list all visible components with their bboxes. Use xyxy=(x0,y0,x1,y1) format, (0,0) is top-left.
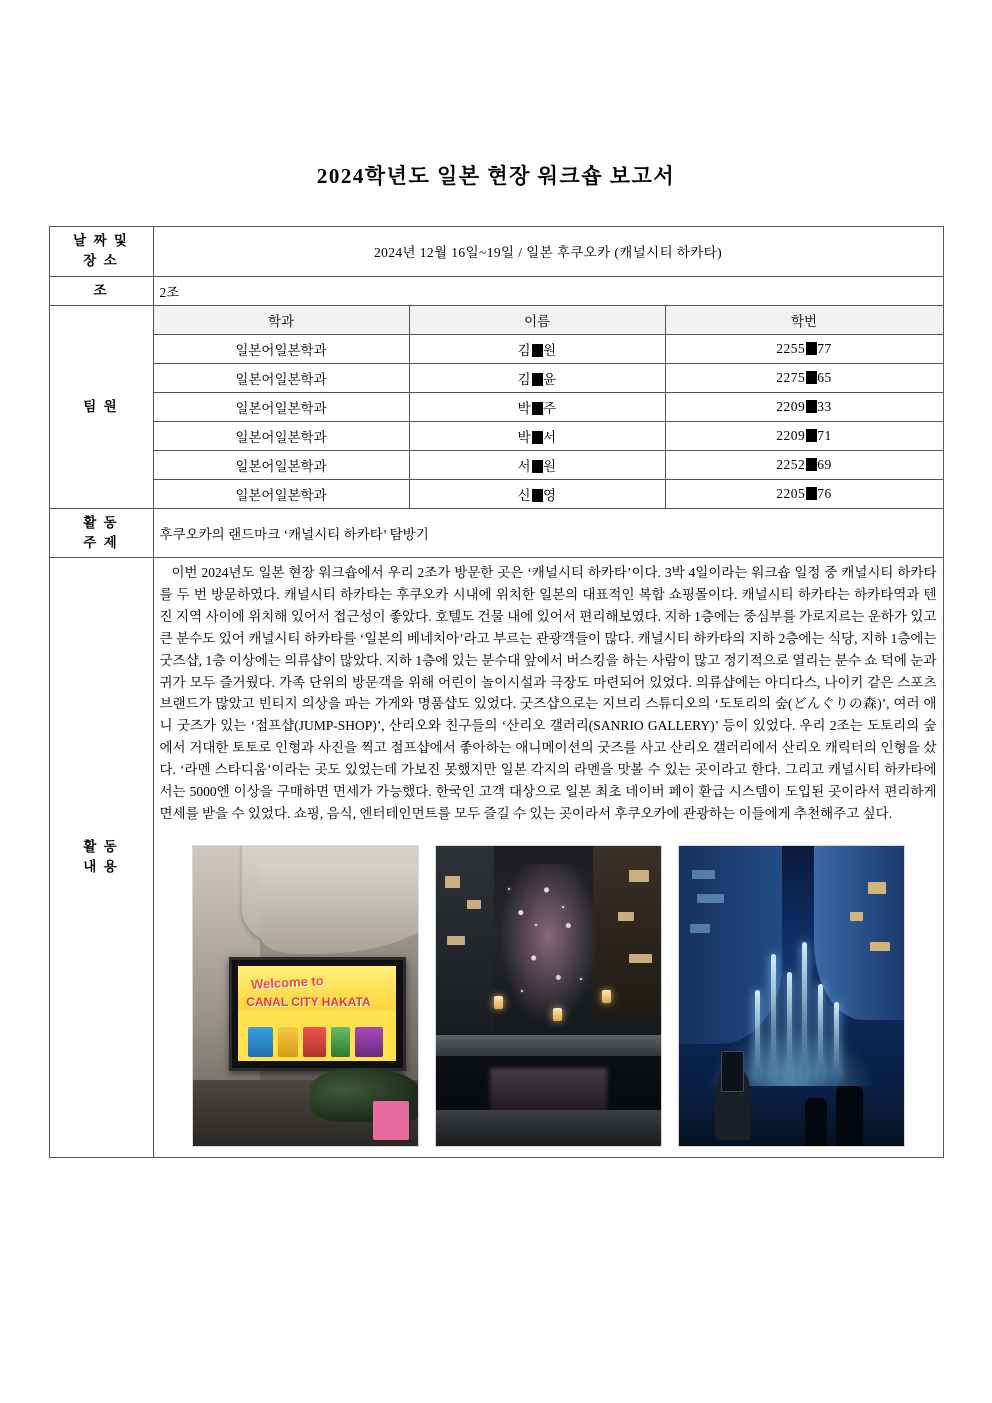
cell-content-value xyxy=(153,558,943,1157)
signboard-screen xyxy=(238,966,395,1061)
walkway xyxy=(436,1110,661,1146)
member-dept: 일본어일본학과 xyxy=(153,363,409,392)
light-sparkle xyxy=(521,990,523,992)
person-silhouette xyxy=(805,1098,828,1146)
lantern-light xyxy=(553,1008,562,1021)
photo-gallery xyxy=(160,845,937,1147)
member-dept: 일본어일본학과 xyxy=(153,421,409,450)
sign-graphic-block xyxy=(331,1027,350,1057)
signboard-frame xyxy=(229,957,406,1071)
lit-window xyxy=(445,876,461,888)
col-header-id: 학번 xyxy=(665,305,943,334)
sign-graphic-block xyxy=(278,1027,298,1057)
row-label-date-place: 날 짜 및 장 소 xyxy=(49,227,153,277)
member-name: 신 영 xyxy=(409,479,665,508)
redaction-block xyxy=(532,402,543,415)
illuminated-tree xyxy=(499,864,598,1026)
redaction-block xyxy=(806,487,817,500)
redaction-block xyxy=(532,373,543,386)
window-pane xyxy=(692,870,715,879)
page-title: 2024학년도 일본 현장 워크숍 보고서 xyxy=(316,164,676,188)
photo-canal-city-welcome-sign xyxy=(192,845,419,1147)
member-id: 2252 69 xyxy=(665,450,943,479)
lit-window xyxy=(629,954,652,963)
light-sparkle xyxy=(562,906,564,908)
member-id: 2209 71 xyxy=(665,421,943,450)
redaction-block xyxy=(532,431,543,444)
redaction-block xyxy=(806,342,817,355)
phone-silhouette xyxy=(721,1051,743,1092)
table-row-member xyxy=(49,479,943,508)
fountain-pool xyxy=(679,1086,904,1146)
redaction-block xyxy=(806,400,817,413)
table-row-team xyxy=(49,276,943,305)
member-name: 김 윤 xyxy=(409,363,665,392)
light-sparkle xyxy=(508,888,510,890)
lantern-light xyxy=(494,996,503,1009)
light-sparkle xyxy=(580,978,582,980)
member-dept: 일본어일본학과 xyxy=(153,479,409,508)
lit-window xyxy=(868,882,886,894)
cell-team-value: 2조 xyxy=(153,276,943,305)
lit-window xyxy=(618,912,634,921)
table-row-member xyxy=(49,392,943,421)
window-pane xyxy=(690,924,710,933)
row-label-team: 조 xyxy=(49,276,153,305)
row-label-topic: 활 동 주 제 xyxy=(49,508,153,558)
member-name: 서 원 xyxy=(409,450,665,479)
row-label-content: 활 동 내 용 xyxy=(49,558,153,1157)
table-row-member xyxy=(49,450,943,479)
redaction-block xyxy=(532,344,543,357)
table-row-member xyxy=(49,363,943,392)
member-id: 2209 33 xyxy=(665,392,943,421)
activity-content-text: 이번 2024년도 일본 현장 워크숍에서 우리 2조가 방문한 곳은 ‘캐널시티 하카타’이다. 3박 4일이라는 워크숍 일정 중 캐널시티 하카타를 두 번 방문하였다. 캐널시티 하카타는 후쿠오카 시내에 위치한 일본의 대표적인 복합 쇼핑몰이다. 캐널시티 하카타는 하카타역과 텐진 지역 사이에 위치해 있어서 접근성이 좋았다. 호텔도 건물 내에 있어서 편리해보였다. 지하 1층에는 중심부를 가로지르는 운하가 있고 큰 분수도 있어 캐널시티 하카타를 ‘일본의 베네치아’라고 부르는 관광객들이 많다. 캐널시티 하카타의 지하 2층에는 식당, 지하 1층에는 굿즈샵, 1층 이상에는 의류샵이 많았다. 지하 1층에 있는 분수대 앞에서 버스킹을 하는 사람이 많고 정기적으로 열리는 분수 쇼 덕에 눈과 귀가 모두 즐거웠다. 가족 단위의 방문객을 위해 어린이 놀이시설과 극장도 마련되어 있었다. 의류샵에는 아디다스, 나이키 같은 스포츠 브랜드가 많았고 빈티지 의상을 파는 가게와 명품샵도 있었다. 굿즈샵으로는 지브리 스튜디오의 ‘도토리의 숲(どんぐりの森)’, 여러 애니 굿즈가 있는 ‘점프샵(JUMP-SHOP)’, 산리오와 친구들의 ‘산리오 갤러리(SANRIO GALLERY)’ 등이 있었다. 우리 2조는 도토리의 숲에서 거대한 토토로 인형과 사진을 찍고 점프샵에서 좋아하는 애니메이션의 굿즈를 사고 산리오 갤러리에서 산리오 캐릭터의 인형을 샀다. ‘라멘 스타디움’이라는 곳도 있었는데 가보진 못했지만 일본 각지의 라멘을 맛볼 수 있는 곳이라고 한다. 그리고 캐널시티 하카타에서는 5000엔 이상을 구매하면 면세가 가능했다. 한국인 고객 대상으로 일본 최초 네이버 페이 환급 시스템이 도입된 곳이라서 편리하게 면세를 받을 수 있었다. 쇼핑, 음식, 엔터테인먼트를 모두 즐길 수 있는 곳이라서 후쿠오카에 관광하는 이들에게 추천해주고 싶다. xyxy=(159,565,937,821)
member-dept: 일본어일본학과 xyxy=(153,334,409,363)
report-table xyxy=(49,226,944,1158)
lantern-light xyxy=(602,990,611,1003)
sign-graphic-block xyxy=(248,1027,273,1057)
table-row-members-header xyxy=(49,305,943,334)
lit-window xyxy=(467,900,481,909)
member-id: 2255 77 xyxy=(665,334,943,363)
photo-fountain-show xyxy=(678,845,905,1147)
water-jet xyxy=(818,984,823,1080)
table-row-member xyxy=(49,421,943,450)
member-name: 박 서 xyxy=(409,421,665,450)
sign-graphic-block xyxy=(303,1027,327,1057)
water-jet xyxy=(787,972,792,1080)
cell-topic-value: 후쿠오카의 랜드마크 ‘캐널시티 하카타’ 탐방기 xyxy=(153,508,943,558)
water-jet xyxy=(834,1002,839,1080)
water-jet xyxy=(802,942,807,1080)
light-sparkle xyxy=(535,924,537,926)
member-name: 김 원 xyxy=(409,334,665,363)
redaction-block xyxy=(806,429,817,442)
redaction-block xyxy=(806,371,817,384)
table-row-content xyxy=(49,558,943,1157)
col-header-name: 이름 xyxy=(409,305,665,334)
col-header-dept: 학과 xyxy=(153,305,409,334)
redaction-block xyxy=(532,489,543,502)
redaction-block xyxy=(806,458,817,471)
member-name: 박 주 xyxy=(409,392,665,421)
person-silhouette xyxy=(836,1086,863,1146)
pink-object xyxy=(373,1101,409,1140)
sign-text-welcome: Welcome to xyxy=(250,972,324,992)
photo-night-canal-illumination xyxy=(435,845,662,1147)
member-dept: 일본어일본학과 xyxy=(153,450,409,479)
ceiling-curve-inner xyxy=(260,864,419,954)
building-left xyxy=(436,846,495,1032)
lit-window xyxy=(629,870,649,882)
table-row-member xyxy=(49,334,943,363)
building-curve-right xyxy=(814,846,904,1020)
water-jet xyxy=(755,990,760,1080)
lit-window xyxy=(870,942,890,951)
redaction-block xyxy=(532,460,543,473)
handrail xyxy=(436,1035,661,1056)
sign-graphic-block xyxy=(355,1027,383,1057)
window-pane xyxy=(697,894,724,903)
table-row-date-place xyxy=(49,227,943,277)
member-dept: 일본어일본학과 xyxy=(153,392,409,421)
lit-window xyxy=(850,912,864,921)
sign-text-canal-city: CANAL CITY HAKATA xyxy=(246,995,371,1010)
member-id: 2205 76 xyxy=(665,479,943,508)
cell-date-place-value: 2024년 12월 16일~19일 / 일본 후쿠오카 (캐널시티 하카타) xyxy=(153,227,943,277)
lit-window xyxy=(447,936,465,945)
table-row-topic xyxy=(49,508,943,558)
water-jet xyxy=(771,954,776,1080)
row-label-members: 팀 원 xyxy=(49,305,153,508)
member-id: 2275 65 xyxy=(665,363,943,392)
